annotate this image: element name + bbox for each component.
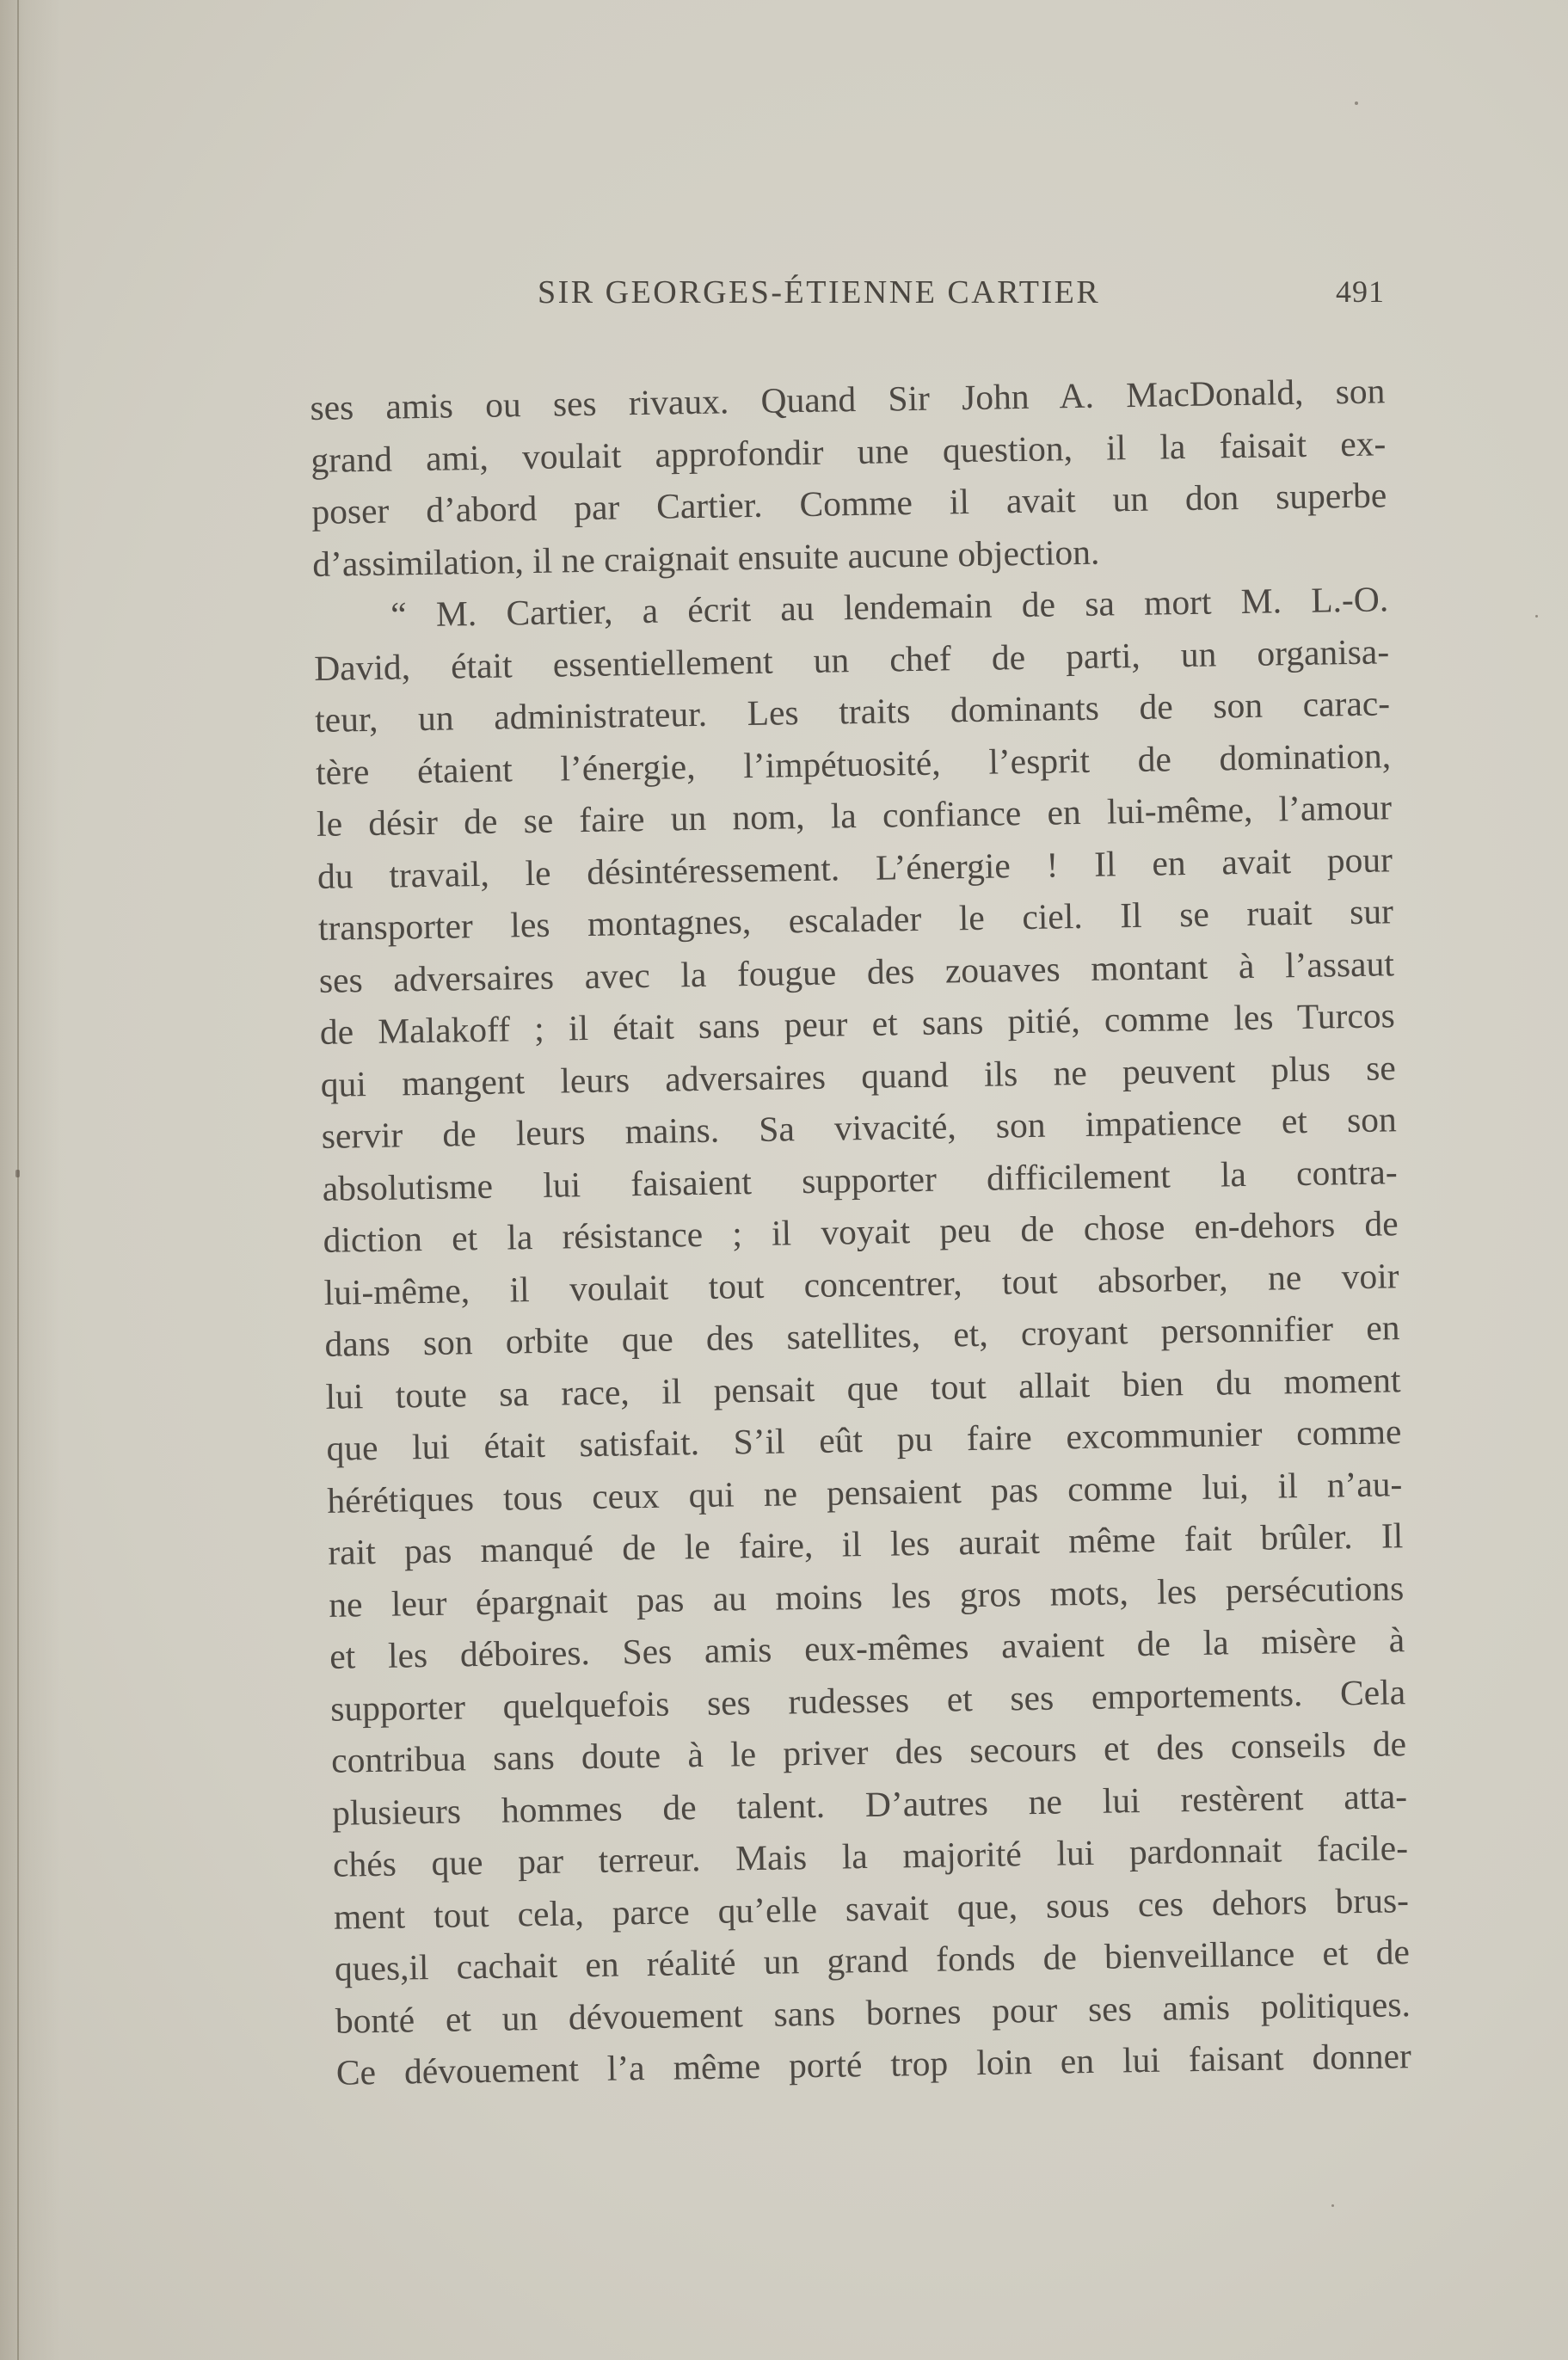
text-line: “ M. Cartier, a écrit au lendemain de sa mort M. L.-O. — [390, 579, 1389, 635]
paper-speck — [15, 1170, 20, 1177]
text-line: servir de leurs mains. Sa vivacité, son impatience et son — [321, 1099, 1397, 1156]
text-line: contribua sans doute à le priver des secours et des conseils de — [330, 1724, 1407, 1780]
text-line: ment tout cela, parce qu’elle savait que, sous ces dehors brus- — [333, 1879, 1410, 1937]
text-line: diction et la résistance ; il voyait peu de chose en-dehors de — [323, 1203, 1399, 1260]
page-number: 491 — [1336, 274, 1385, 309]
text-line: chés que par terreur. Mais la majorité lui pardonnait facile- — [332, 1828, 1409, 1884]
text-line: ne leur épargnait pas au moins les gros mots, les persécutions — [328, 1567, 1405, 1625]
text-line: David, était essentiellement un chef de parti, un organisa- — [313, 630, 1390, 688]
text-line: d’assimilation, il ne craignait ensuite aucune objection. — [311, 532, 1100, 584]
text-line: le désir de se faire un nom, la confiance en lui-même, l’amour — [316, 787, 1393, 844]
paper-speck — [1355, 101, 1358, 105]
running-head — [305, 273, 1385, 325]
text-line: absolutisme lui faisaient supporter difficilement la contra- — [322, 1151, 1398, 1208]
paper-speck — [1331, 2204, 1334, 2207]
page-edge-shadow — [17, 0, 19, 2360]
text-line: supporter quelquefois ses rudesses et ses emportements. Cela — [329, 1671, 1406, 1729]
text-line: de Malakoff ; il était sans peur et sans pitié, comme les Turcos — [319, 995, 1396, 1052]
running-title: SIR GEORGES-ÉTIENNE CARTIER — [538, 274, 1101, 310]
text-line: qui mangent leurs adversaires quand ils ne peuvent plus se — [320, 1047, 1397, 1104]
text-line: Ce dévouement l’a même porté trop loin en lui faisant donner — [335, 2036, 1412, 2093]
text-line: plusieurs hommes de talent. D’autres ne lui restèrent atta- — [331, 1775, 1408, 1833]
text-line: grand ami, voulait approfondir une question, il la faisait ex- — [311, 422, 1387, 480]
text-line: et les déboires. Ses amis eux-mêmes avaient de la misère à — [329, 1619, 1405, 1676]
text-line: que lui était satisfait. S’il eût pu faire excommunier comme — [326, 1411, 1402, 1468]
text-line: du travail, le désintéressement. L’énergie ! Il en avait pour — [317, 839, 1393, 896]
text-line: ses amis ou ses rivaux. Quand Sir John A. MacDonald, son — [310, 371, 1386, 427]
text-line: ses adversaires avec la fougue des zouaves montant à l’assaut — [318, 943, 1395, 1000]
text-line: lui toute sa race, il pensait que tout allait bien du moment — [325, 1359, 1401, 1417]
text-line: hérétiques tous ceux qui ne pensaient pas comme lui, il n’au- — [327, 1463, 1403, 1521]
text-line: tère étaient l’énergie, l’impétuosité, l’esprit de domination, — [315, 734, 1392, 792]
body-text — [310, 365, 1411, 2099]
text-line: lui-même, il voulait tout concentrer, tout absorber, ne voir — [323, 1255, 1399, 1312]
paper-speck — [1535, 615, 1538, 618]
text-line: dans son orbite que des satellites, et, croyant personnifier en — [324, 1307, 1400, 1364]
text-line: bonté et un dévouement sans bornes pour ses amis politiques. — [335, 1983, 1411, 2041]
text-line: rait pas manqué de le faire, il les aurait même fait brûler. Il — [328, 1515, 1404, 1572]
text-line: ques,il cachait en réalité un grand fonds de bienveillance et de — [334, 1932, 1411, 1988]
text-line: poser d’abord par Cartier. Comme il avait un don superbe — [311, 475, 1387, 532]
text-line: teur, un administrateur. Les traits dominants de son carac- — [314, 683, 1391, 740]
text-line: transporter les montagnes, escalader le ciel. Il se ruait sur — [317, 891, 1394, 948]
